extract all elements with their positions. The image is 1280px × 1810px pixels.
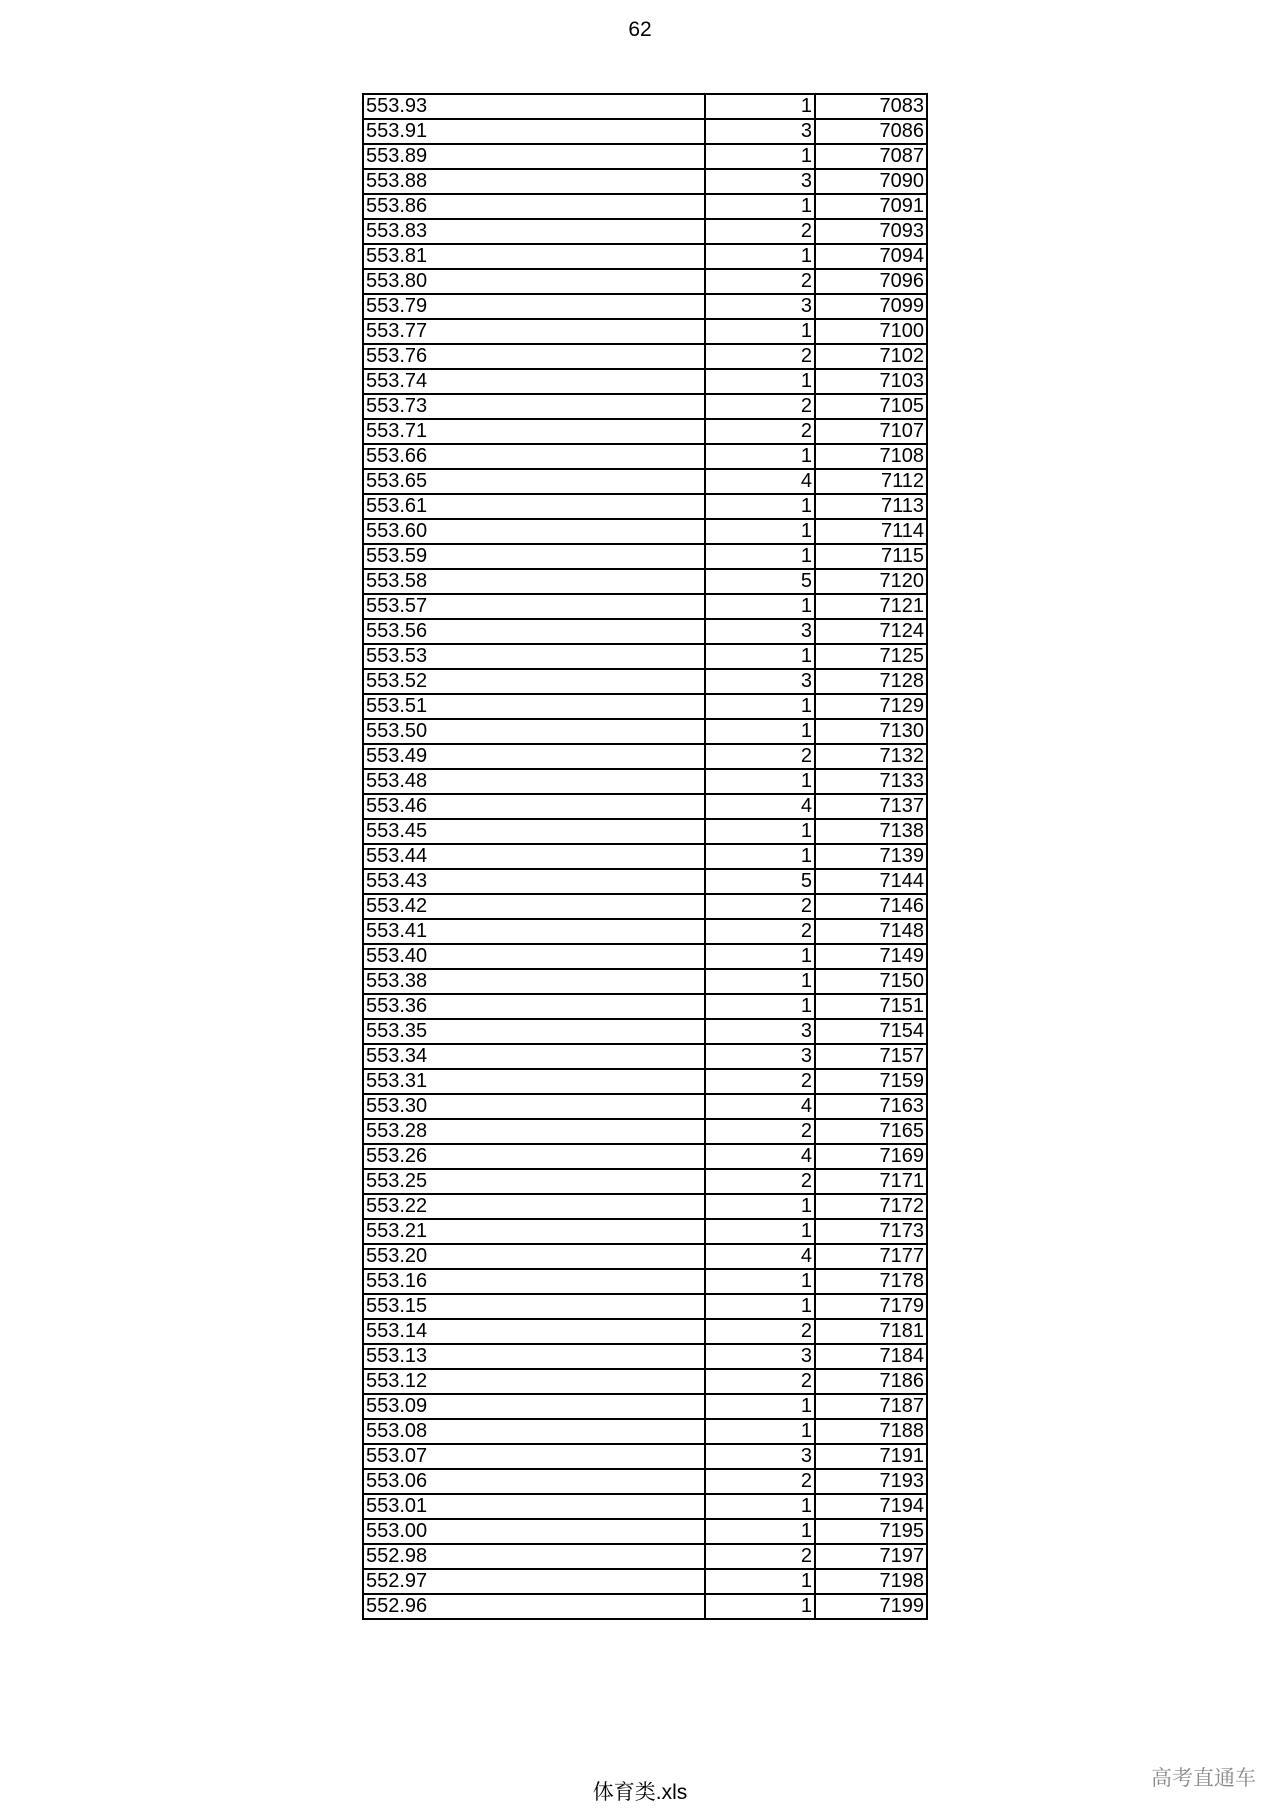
cumulative-rank-cell: 7178: [815, 1269, 927, 1294]
cumulative-rank-cell: 7172: [815, 1194, 927, 1219]
count-cell: 1: [705, 994, 815, 1019]
count-cell: 1: [705, 1269, 815, 1294]
score-cell: 553.93: [363, 94, 705, 119]
table-row: [363, 1444, 927, 1469]
cumulative-rank-cell: 7091: [815, 194, 927, 219]
cumulative-rank-cell: 7112: [815, 469, 927, 494]
cumulative-rank-cell: 7199: [815, 1594, 927, 1619]
cumulative-rank-cell: 7171: [815, 1169, 927, 1194]
score-cell: 553.48: [363, 769, 705, 794]
table-row: [363, 1044, 927, 1069]
score-cell: 553.56: [363, 619, 705, 644]
table-row: [363, 1019, 927, 1044]
cumulative-rank-cell: 7186: [815, 1369, 927, 1394]
count-cell: 1: [705, 819, 815, 844]
cumulative-rank-cell: 7102: [815, 344, 927, 369]
cumulative-rank-cell: 7124: [815, 619, 927, 644]
cumulative-rank-cell: 7146: [815, 894, 927, 919]
table-row: [363, 844, 927, 869]
cumulative-rank-cell: 7090: [815, 169, 927, 194]
table-row: [363, 344, 927, 369]
score-cell: 553.38: [363, 969, 705, 994]
score-cell: 553.43: [363, 869, 705, 894]
cumulative-rank-cell: 7165: [815, 1119, 927, 1144]
cumulative-rank-cell: 7120: [815, 569, 927, 594]
count-cell: 1: [705, 944, 815, 969]
count-cell: 2: [705, 419, 815, 444]
count-cell: 2: [705, 1469, 815, 1494]
score-cell: 553.89: [363, 144, 705, 169]
cumulative-rank-cell: 7191: [815, 1444, 927, 1469]
table-row: [363, 244, 927, 269]
table-row: [363, 719, 927, 744]
score-cell: 553.46: [363, 794, 705, 819]
cumulative-rank-cell: 7093: [815, 219, 927, 244]
table-row: [363, 144, 927, 169]
count-cell: 2: [705, 269, 815, 294]
count-cell: 4: [705, 794, 815, 819]
table-row: [363, 1469, 927, 1494]
score-cell: 553.51: [363, 694, 705, 719]
cumulative-rank-cell: 7193: [815, 1469, 927, 1494]
count-cell: 1: [705, 1594, 815, 1619]
count-cell: 1: [705, 444, 815, 469]
score-cell: 553.21: [363, 1219, 705, 1244]
score-cell: 553.12: [363, 1369, 705, 1394]
score-cell: 553.81: [363, 244, 705, 269]
score-cell: 553.30: [363, 1094, 705, 1119]
table-row: [363, 994, 927, 1019]
score-cell: 553.59: [363, 544, 705, 569]
count-cell: 4: [705, 1094, 815, 1119]
cumulative-rank-cell: 7179: [815, 1294, 927, 1319]
cumulative-rank-cell: 7137: [815, 794, 927, 819]
count-cell: 3: [705, 169, 815, 194]
count-cell: 3: [705, 1044, 815, 1069]
cumulative-rank-cell: 7177: [815, 1244, 927, 1269]
table-row: [363, 894, 927, 919]
score-cell: 553.60: [363, 519, 705, 544]
count-cell: 3: [705, 1344, 815, 1369]
score-cell: 553.26: [363, 1144, 705, 1169]
count-cell: 1: [705, 844, 815, 869]
score-cell: 553.07: [363, 1444, 705, 1469]
cumulative-rank-cell: 7154: [815, 1019, 927, 1044]
cumulative-rank-cell: 7083: [815, 94, 927, 119]
count-cell: 1: [705, 94, 815, 119]
count-cell: 1: [705, 1294, 815, 1319]
score-cell: 553.00: [363, 1519, 705, 1544]
cumulative-rank-cell: 7194: [815, 1494, 927, 1519]
score-cell: 552.96: [363, 1594, 705, 1619]
table-row: [363, 744, 927, 769]
score-cell: 553.61: [363, 494, 705, 519]
count-cell: 1: [705, 644, 815, 669]
score-cell: 553.31: [363, 1069, 705, 1094]
count-cell: 2: [705, 394, 815, 419]
cumulative-rank-cell: 7128: [815, 669, 927, 694]
table-row: [363, 1519, 927, 1544]
count-cell: 1: [705, 594, 815, 619]
table-row: [363, 1594, 927, 1619]
table-row: [363, 1319, 927, 1344]
table-row: [363, 1544, 927, 1569]
score-cell: 553.34: [363, 1044, 705, 1069]
count-cell: 1: [705, 1494, 815, 1519]
table-row: [363, 369, 927, 394]
table-row: [363, 1119, 927, 1144]
table-row: [363, 169, 927, 194]
table-row: [363, 94, 927, 119]
score-cell: 553.50: [363, 719, 705, 744]
count-cell: 1: [705, 1419, 815, 1444]
watermark: 高考直通车: [1151, 1767, 1256, 1790]
cumulative-rank-cell: 7133: [815, 769, 927, 794]
table-row: [363, 119, 927, 144]
cumulative-rank-cell: 7086: [815, 119, 927, 144]
score-cell: 553.91: [363, 119, 705, 144]
table-row: [363, 569, 927, 594]
table-row: [363, 1144, 927, 1169]
table-row: [363, 1419, 927, 1444]
cumulative-rank-cell: 7103: [815, 369, 927, 394]
score-cell: 553.06: [363, 1469, 705, 1494]
cumulative-rank-cell: 7113: [815, 494, 927, 519]
score-cell: 553.77: [363, 319, 705, 344]
table-row: [363, 519, 927, 544]
score-cell: 553.80: [363, 269, 705, 294]
table-row: [363, 1269, 927, 1294]
cumulative-rank-cell: 7144: [815, 869, 927, 894]
cumulative-rank-cell: 7169: [815, 1144, 927, 1169]
score-cell: 553.25: [363, 1169, 705, 1194]
table-row: [363, 544, 927, 569]
cumulative-rank-cell: 7187: [815, 1394, 927, 1419]
score-cell: 553.36: [363, 994, 705, 1019]
count-cell: 2: [705, 1544, 815, 1569]
score-cell: 553.13: [363, 1344, 705, 1369]
cumulative-rank-cell: 7157: [815, 1044, 927, 1069]
cumulative-rank-cell: 7181: [815, 1319, 927, 1344]
table-row: [363, 819, 927, 844]
table-row: [363, 1194, 927, 1219]
score-cell: 553.14: [363, 1319, 705, 1344]
score-cell: 553.79: [363, 294, 705, 319]
table-row: [363, 1494, 927, 1519]
cumulative-rank-cell: 7105: [815, 394, 927, 419]
score-cell: 553.57: [363, 594, 705, 619]
score-cell: 553.53: [363, 644, 705, 669]
score-cell: 553.76: [363, 344, 705, 369]
count-cell: 2: [705, 344, 815, 369]
score-cell: 553.41: [363, 919, 705, 944]
cumulative-rank-cell: 7130: [815, 719, 927, 744]
count-cell: 1: [705, 519, 815, 544]
cumulative-rank-cell: 7149: [815, 944, 927, 969]
cumulative-rank-cell: 7132: [815, 744, 927, 769]
table-row: [363, 694, 927, 719]
cumulative-rank-cell: 7139: [815, 844, 927, 869]
score-cell: 553.86: [363, 194, 705, 219]
footer-filename: 体育类.xls: [592, 1781, 688, 1804]
cumulative-rank-cell: 7125: [815, 644, 927, 669]
count-cell: 1: [705, 769, 815, 794]
count-cell: 3: [705, 669, 815, 694]
table-row: [363, 219, 927, 244]
count-cell: 2: [705, 919, 815, 944]
count-cell: 1: [705, 969, 815, 994]
score-cell: 553.66: [363, 444, 705, 469]
count-cell: 3: [705, 119, 815, 144]
cumulative-rank-cell: 7151: [815, 994, 927, 1019]
table-row: [363, 1569, 927, 1594]
count-cell: 1: [705, 1219, 815, 1244]
score-cell: 553.42: [363, 894, 705, 919]
table-row: [363, 194, 927, 219]
table-row: [363, 669, 927, 694]
score-cell: 553.52: [363, 669, 705, 694]
cumulative-rank-cell: 7163: [815, 1094, 927, 1119]
table-row: [363, 869, 927, 894]
table-row: [363, 794, 927, 819]
cumulative-rank-cell: 7138: [815, 819, 927, 844]
count-cell: 1: [705, 369, 815, 394]
cumulative-rank-cell: 7099: [815, 294, 927, 319]
table-row: [363, 269, 927, 294]
cumulative-rank-cell: 7150: [815, 969, 927, 994]
table-row: [363, 769, 927, 794]
count-cell: 2: [705, 1069, 815, 1094]
cumulative-rank-cell: 7188: [815, 1419, 927, 1444]
count-cell: 4: [705, 469, 815, 494]
score-cell: 553.20: [363, 1244, 705, 1269]
cumulative-rank-cell: 7129: [815, 694, 927, 719]
count-cell: 3: [705, 619, 815, 644]
table-row: [363, 1294, 927, 1319]
count-cell: 1: [705, 694, 815, 719]
table-row: [363, 1394, 927, 1419]
cumulative-rank-cell: 7197: [815, 1544, 927, 1569]
score-cell: 553.74: [363, 369, 705, 394]
table-row: [363, 1169, 927, 1194]
cumulative-rank-cell: 7184: [815, 1344, 927, 1369]
score-table-body: [363, 94, 927, 1619]
cumulative-rank-cell: 7195: [815, 1519, 927, 1544]
score-table-container: [362, 93, 928, 1620]
score-cell: 553.49: [363, 744, 705, 769]
score-cell: 552.97: [363, 1569, 705, 1594]
count-cell: 1: [705, 144, 815, 169]
table-row: [363, 294, 927, 319]
cumulative-rank-cell: 7198: [815, 1569, 927, 1594]
count-cell: 2: [705, 1319, 815, 1344]
table-row: [363, 644, 927, 669]
count-cell: 1: [705, 194, 815, 219]
table-row: [363, 394, 927, 419]
score-cell: 553.58: [363, 569, 705, 594]
cumulative-rank-cell: 7096: [815, 269, 927, 294]
count-cell: 3: [705, 1019, 815, 1044]
table-row: [363, 919, 927, 944]
count-cell: 2: [705, 219, 815, 244]
cumulative-rank-cell: 7094: [815, 244, 927, 269]
score-cell: 553.71: [363, 419, 705, 444]
table-row: [363, 969, 927, 994]
table-row: [363, 1094, 927, 1119]
score-cell: 553.15: [363, 1294, 705, 1319]
score-cell: 553.45: [363, 819, 705, 844]
cumulative-rank-cell: 7107: [815, 419, 927, 444]
score-table: [362, 93, 928, 1620]
cumulative-rank-cell: 7087: [815, 144, 927, 169]
cumulative-rank-cell: 7114: [815, 519, 927, 544]
score-cell: 553.28: [363, 1119, 705, 1144]
table-row: [363, 319, 927, 344]
table-row: [363, 619, 927, 644]
table-row: [363, 469, 927, 494]
count-cell: 4: [705, 1244, 815, 1269]
table-row: [363, 1219, 927, 1244]
count-cell: 1: [705, 1394, 815, 1419]
score-cell: 553.08: [363, 1419, 705, 1444]
count-cell: 2: [705, 1369, 815, 1394]
score-cell: 553.44: [363, 844, 705, 869]
score-cell: 553.88: [363, 169, 705, 194]
page-number: 62: [628, 18, 652, 41]
count-cell: 3: [705, 294, 815, 319]
table-row: [363, 494, 927, 519]
score-cell: 552.98: [363, 1544, 705, 1569]
table-row: [363, 1344, 927, 1369]
score-cell: 553.16: [363, 1269, 705, 1294]
score-cell: 553.65: [363, 469, 705, 494]
cumulative-rank-cell: 7159: [815, 1069, 927, 1094]
cumulative-rank-cell: 7115: [815, 544, 927, 569]
table-row: [363, 1069, 927, 1094]
count-cell: 1: [705, 319, 815, 344]
table-row: [363, 944, 927, 969]
count-cell: 1: [705, 494, 815, 519]
cumulative-rank-cell: 7121: [815, 594, 927, 619]
cumulative-rank-cell: 7173: [815, 1219, 927, 1244]
count-cell: 4: [705, 1144, 815, 1169]
score-cell: 553.35: [363, 1019, 705, 1044]
count-cell: 2: [705, 1169, 815, 1194]
count-cell: 5: [705, 569, 815, 594]
count-cell: 2: [705, 1119, 815, 1144]
table-row: [363, 1244, 927, 1269]
count-cell: 2: [705, 894, 815, 919]
count-cell: 1: [705, 1519, 815, 1544]
score-cell: 553.83: [363, 219, 705, 244]
table-row: [363, 419, 927, 444]
count-cell: 1: [705, 719, 815, 744]
cumulative-rank-cell: 7148: [815, 919, 927, 944]
count-cell: 2: [705, 744, 815, 769]
count-cell: 1: [705, 244, 815, 269]
cumulative-rank-cell: 7108: [815, 444, 927, 469]
count-cell: 1: [705, 1569, 815, 1594]
cumulative-rank-cell: 7100: [815, 319, 927, 344]
score-cell: 553.09: [363, 1394, 705, 1419]
score-cell: 553.73: [363, 394, 705, 419]
score-cell: 553.40: [363, 944, 705, 969]
score-cell: 553.01: [363, 1494, 705, 1519]
count-cell: 5: [705, 869, 815, 894]
count-cell: 1: [705, 544, 815, 569]
count-cell: 1: [705, 1194, 815, 1219]
score-cell: 553.22: [363, 1194, 705, 1219]
table-row: [363, 1369, 927, 1394]
count-cell: 3: [705, 1444, 815, 1469]
table-row: [363, 444, 927, 469]
table-row: [363, 594, 927, 619]
